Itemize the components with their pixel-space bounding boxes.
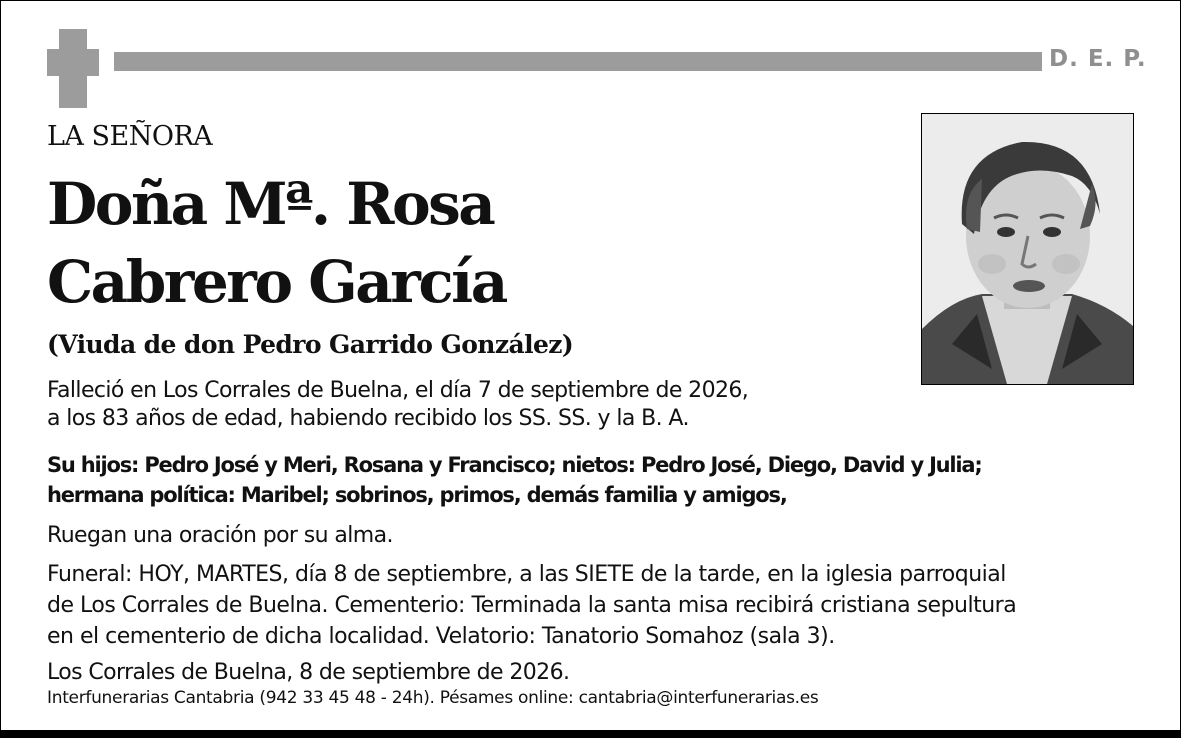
funeral-paragraph xyxy=(47,559,1157,652)
funeral-line2: de Los Corrales de Buelna. Cementerio: Terminada la santa misa recibirá cristiana sepultura xyxy=(47,593,1017,618)
portrait-photo xyxy=(921,113,1134,385)
deceased-name xyxy=(47,165,506,321)
deceased-name-line1: Doña Mª. Rosa xyxy=(47,170,494,238)
deceased-name-line2: Cabrero García xyxy=(47,248,506,316)
deceased-title: LA SEÑORA xyxy=(47,121,213,152)
widow-note: (Viuda de don Pedro Garrido González) xyxy=(47,330,574,359)
death-line1: Falleció en Los Corrales de Buelna, el día 7 de septiembre de 2026, xyxy=(47,378,749,403)
dateline: Los Corrales de Buelna, 8 de septiembre de 2026. xyxy=(47,660,570,685)
footer-contact: Interfunerarias Cantabria (942 33 45 48 - 24h). Pésames online: cantabria@interfunerarias.es xyxy=(47,688,819,708)
header-rule xyxy=(114,52,1042,71)
funeral-line3: en el cementerio de dicha localidad. Velatorio: Tanatorio Somahoz (sala 3). xyxy=(47,624,835,649)
dep-label: D. E. P. xyxy=(1049,46,1147,72)
funeral-line1: Funeral: HOY, MARTES, día 8 de septiembre, a las SIETE de la tarde, en la iglesia parroquial xyxy=(47,562,1006,587)
family-line2: hermana política: Maribel; sobrinos, primos, demás familia y amigos, xyxy=(47,483,787,507)
portrait-illustration xyxy=(922,114,1133,384)
bottom-bar xyxy=(0,730,1181,738)
cross-icon-bar xyxy=(47,49,99,76)
death-paragraph xyxy=(47,377,748,433)
prayer-text: Ruegan una oración por su alma. xyxy=(47,523,393,548)
death-line2: a los 83 años de edad, habiendo recibido los SS. SS. y la B. A. xyxy=(47,406,689,431)
family-line1: Su hijos: Pedro José y Meri, Rosana y Francisco; nietos: Pedro José, Diego, David y Julia; xyxy=(47,453,982,477)
family-paragraph xyxy=(47,450,982,510)
